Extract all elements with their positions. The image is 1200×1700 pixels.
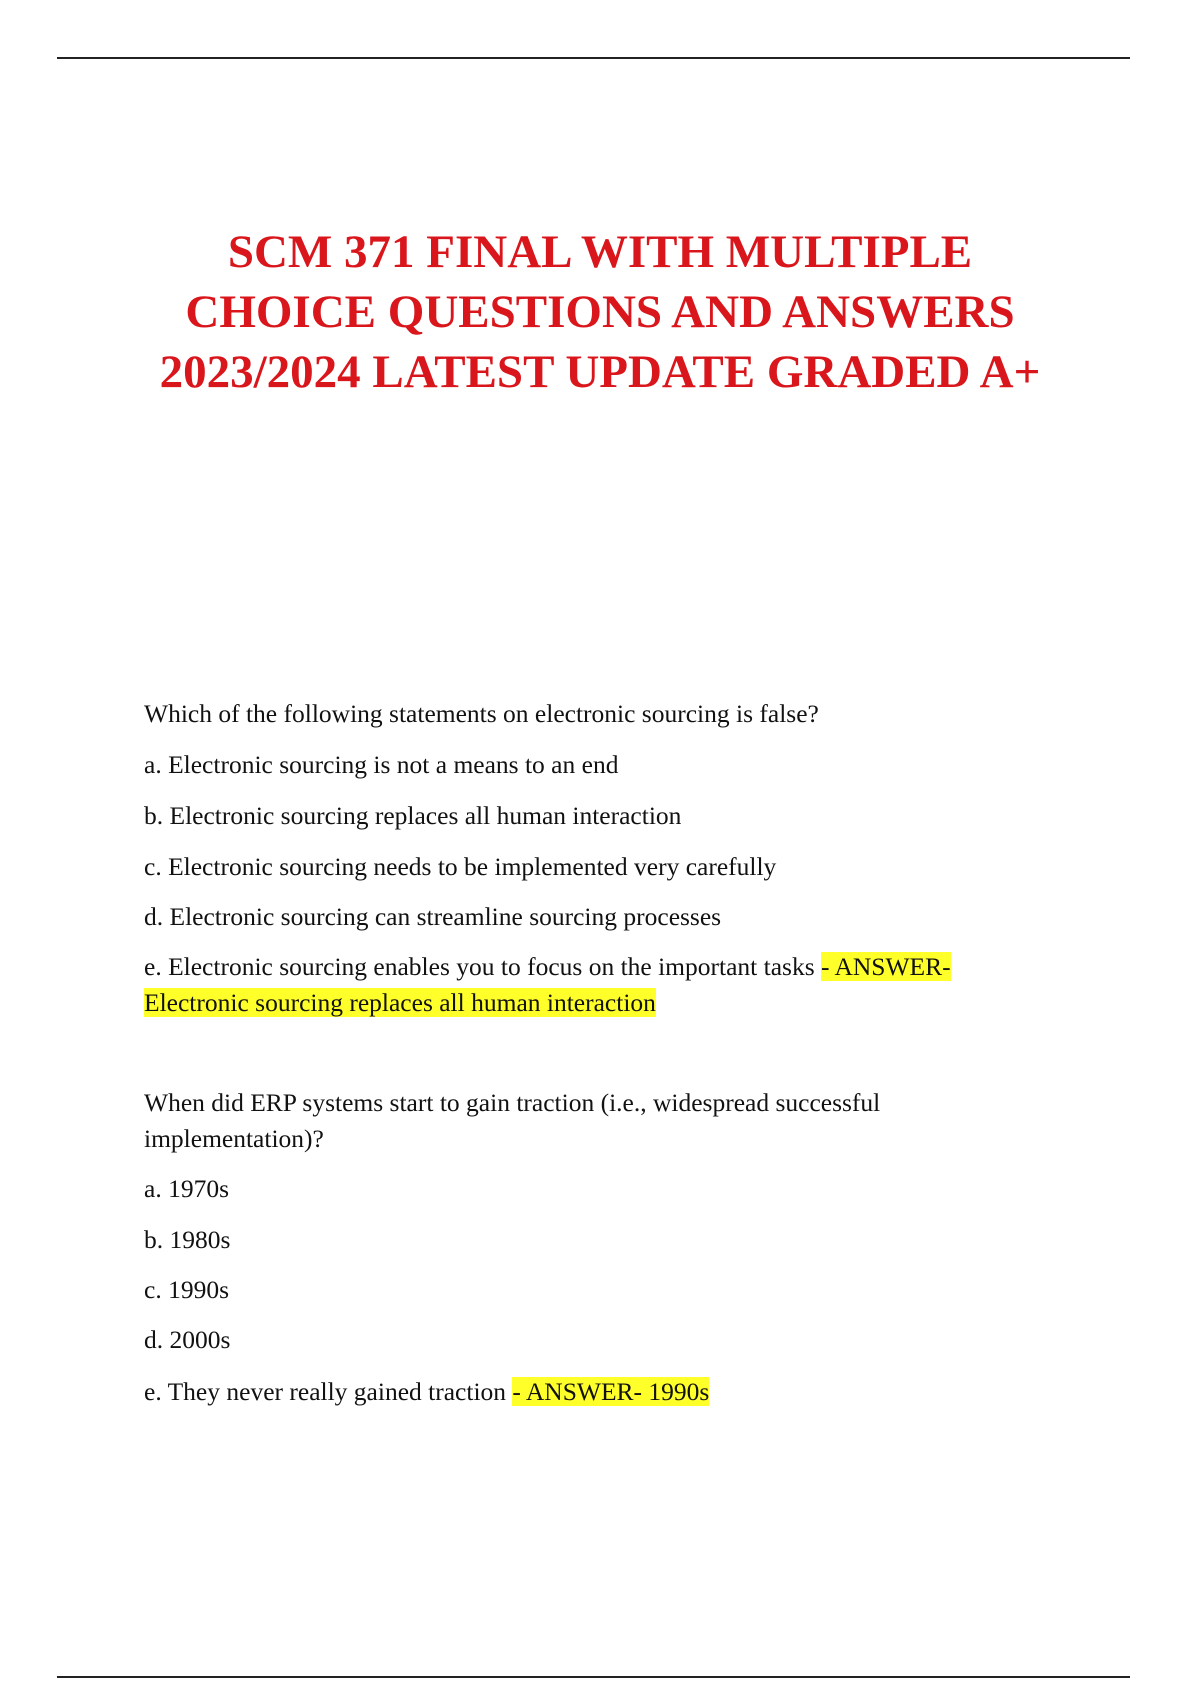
answer-highlight: - ANSWER- 1990s bbox=[512, 1377, 710, 1406]
question-text-cont: implementation)? bbox=[144, 1124, 324, 1153]
answer-highlight: - ANSWER- bbox=[821, 952, 951, 981]
answer-highlight: Electronic sourcing replaces all human interaction bbox=[144, 988, 656, 1017]
question-text: Which of the following statements on electronic sourcing is false? bbox=[144, 699, 819, 728]
option-d: d. 2000s bbox=[144, 1325, 231, 1354]
option-b: b. 1980s bbox=[144, 1225, 231, 1254]
option-a: a. Electronic sourcing is not a means to an end bbox=[144, 750, 619, 779]
option-e bbox=[144, 1375, 709, 1409]
option-b: b. Electronic sourcing replaces all human interaction bbox=[144, 801, 682, 830]
document-title bbox=[0, 222, 1200, 402]
option-a: a. 1970s bbox=[144, 1174, 229, 1203]
bottom-rule bbox=[57, 1676, 1130, 1678]
title-line: SCM 371 FINAL WITH MULTIPLE bbox=[227, 226, 973, 278]
option-e-text: e. Electronic sourcing enables you to focus on the important tasks bbox=[144, 952, 821, 981]
question-text: When did ERP systems start to gain traction (i.e., widespread successful bbox=[144, 1088, 881, 1117]
option-c: c. 1990s bbox=[144, 1275, 229, 1304]
answer-continued bbox=[144, 986, 656, 1020]
option-c: c. Electronic sourcing needs to be implemented very carefully bbox=[144, 852, 777, 881]
title-line: 2023/2024 LATEST UPDATE GRADED A+ bbox=[159, 346, 1041, 398]
top-rule bbox=[57, 57, 1130, 59]
option-e-text: e. They never really gained traction bbox=[144, 1377, 513, 1406]
option-d: d. Electronic sourcing can streamline sourcing processes bbox=[144, 902, 722, 931]
title-line: CHOICE QUESTIONS AND ANSWERS bbox=[185, 286, 1015, 338]
option-e bbox=[144, 950, 951, 984]
